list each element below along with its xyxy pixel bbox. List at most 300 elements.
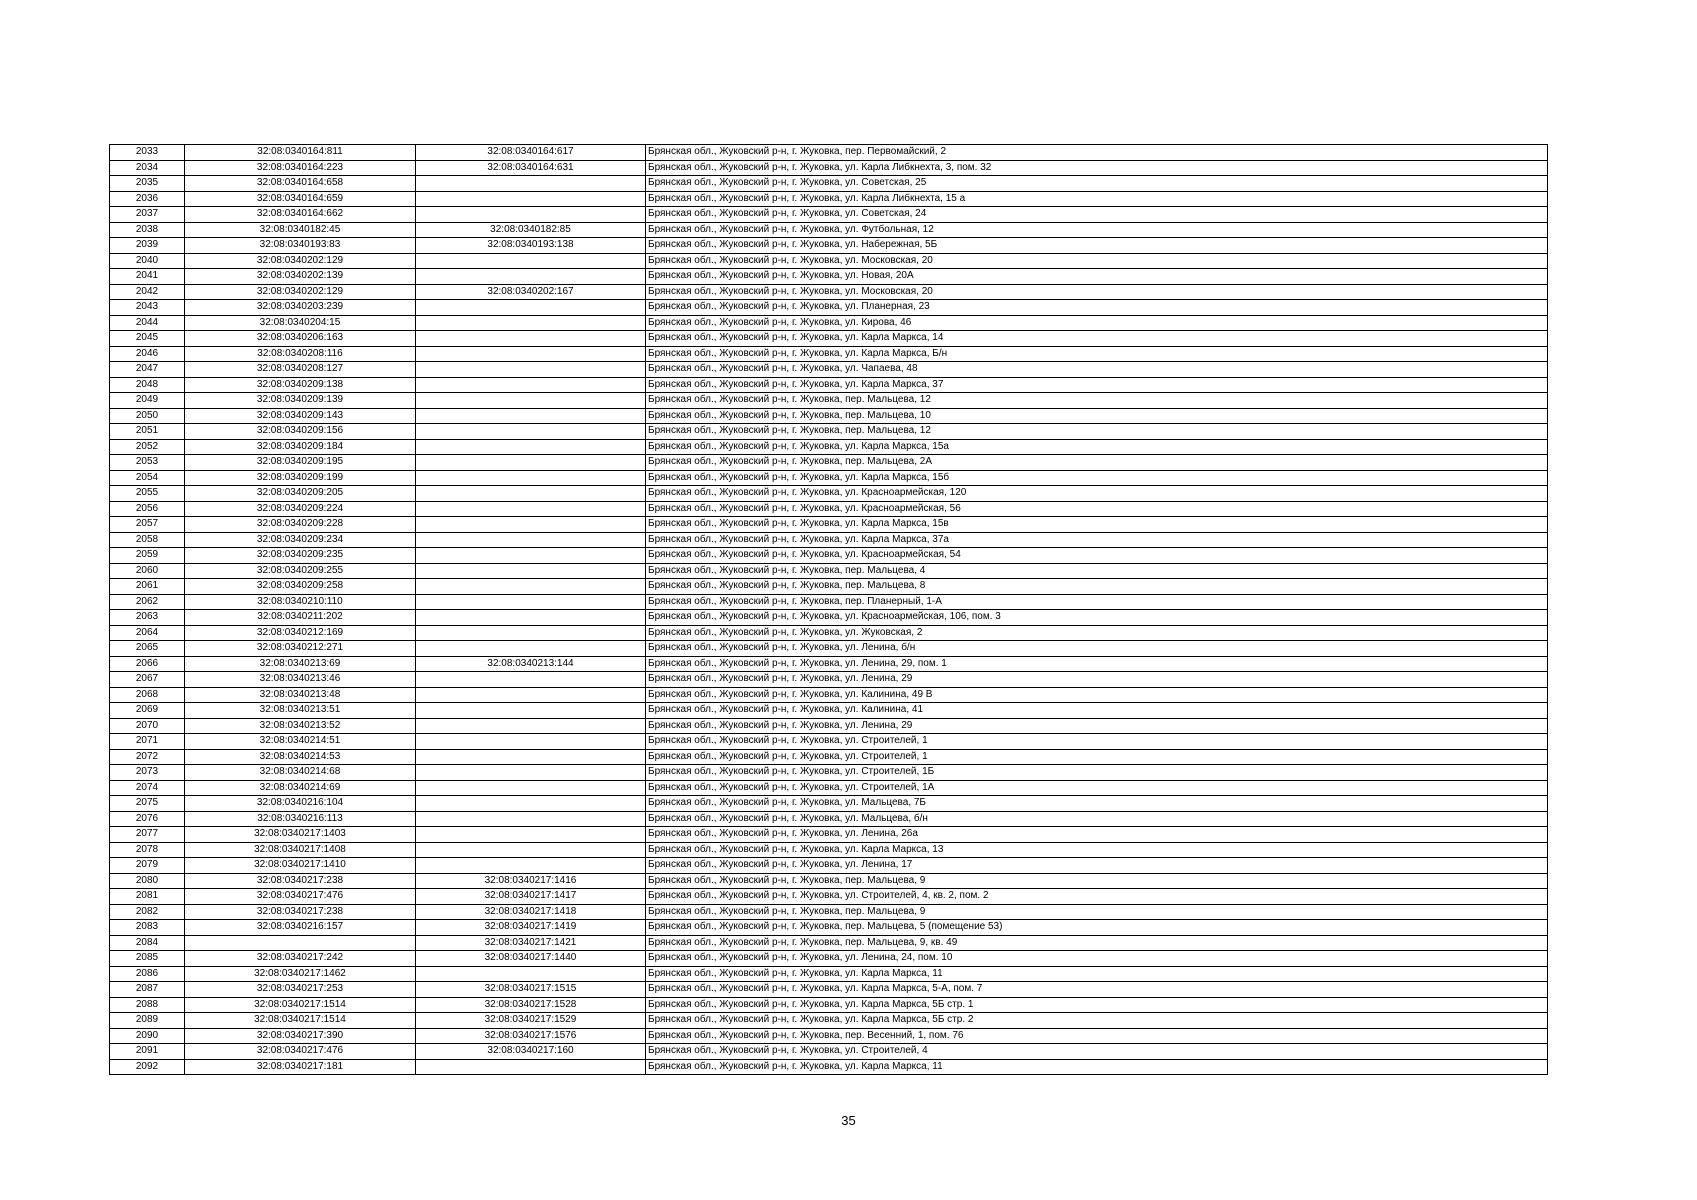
related-cadastral-number-cell: 32:08:0340217:1515 xyxy=(416,982,646,998)
cadastral-number-cell: 32:08:0340206:163 xyxy=(185,331,416,347)
table-row xyxy=(110,315,1548,331)
row-number-cell: 2035 xyxy=(110,176,185,192)
related-cadastral-number-cell xyxy=(416,842,646,858)
table-row xyxy=(110,1013,1548,1029)
address-cell: Брянская обл., Жуковский р-н, г. Жуковка, ул. Советская, 24 xyxy=(646,207,1548,223)
cadastral-number-cell: 32:08:0340212:271 xyxy=(185,641,416,657)
row-number-cell: 2085 xyxy=(110,951,185,967)
cadastral-number-cell: 32:08:0340213:52 xyxy=(185,718,416,734)
related-cadastral-number-cell xyxy=(416,362,646,378)
address-cell: Брянская обл., Жуковский р-н, г. Жуковка, ул. Калинина, 41 xyxy=(646,703,1548,719)
cadastral-number-cell: 32:08:0340208:127 xyxy=(185,362,416,378)
cadastral-number-cell: 32:08:0340164:223 xyxy=(185,160,416,176)
address-cell: Брянская обл., Жуковский р-н, г. Жуковка, ул. Ленина, 26а xyxy=(646,827,1548,843)
table-row xyxy=(110,269,1548,285)
address-cell: Брянская обл., Жуковский р-н, г. Жуковка, ул. Московская, 20 xyxy=(646,284,1548,300)
table-row xyxy=(110,455,1548,471)
row-number-cell: 2058 xyxy=(110,532,185,548)
row-number-cell: 2049 xyxy=(110,393,185,409)
cadastral-number-cell: 32:08:0340217:1514 xyxy=(185,997,416,1013)
cadastral-number-cell: 32:08:0340164:658 xyxy=(185,176,416,192)
cadastral-number-cell: 32:08:0340217:1403 xyxy=(185,827,416,843)
related-cadastral-number-cell: 32:08:0340217:1576 xyxy=(416,1028,646,1044)
table-row xyxy=(110,594,1548,610)
cadastral-number-cell: 32:08:0340209:258 xyxy=(185,579,416,595)
related-cadastral-number-cell: 32:08:0340164:631 xyxy=(416,160,646,176)
row-number-cell: 2052 xyxy=(110,439,185,455)
table-row xyxy=(110,439,1548,455)
address-cell: Брянская обл., Жуковский р-н, г. Жуковка, пер. Мальцева, 12 xyxy=(646,424,1548,440)
table-row xyxy=(110,610,1548,626)
related-cadastral-number-cell: 32:08:0340213:144 xyxy=(416,656,646,672)
related-cadastral-number-cell xyxy=(416,625,646,641)
row-number-cell: 2048 xyxy=(110,377,185,393)
address-cell: Брянская обл., Жуковский р-н, г. Жуковка, ул. Мальцева, б/н xyxy=(646,811,1548,827)
address-cell: Брянская обл., Жуковский р-н, г. Жуковка, ул. Карла Либкнехта, 15 а xyxy=(646,191,1548,207)
table-row xyxy=(110,625,1548,641)
address-cell: Брянская обл., Жуковский р-н, г. Жуковка, ул. Карла Маркса, 5-А, пом. 7 xyxy=(646,982,1548,998)
row-number-cell: 2040 xyxy=(110,253,185,269)
related-cadastral-number-cell xyxy=(416,966,646,982)
cadastral-number-cell: 32:08:0340217:1514 xyxy=(185,1013,416,1029)
cadastral-number-cell: 32:08:0340182:45 xyxy=(185,222,416,238)
table-body xyxy=(110,145,1548,1075)
row-number-cell: 2050 xyxy=(110,408,185,424)
cadastral-number-cell: 32:08:0340213:48 xyxy=(185,687,416,703)
row-number-cell: 2087 xyxy=(110,982,185,998)
row-number-cell: 2060 xyxy=(110,563,185,579)
cadastral-number-cell: 32:08:0340209:255 xyxy=(185,563,416,579)
related-cadastral-number-cell xyxy=(416,253,646,269)
address-cell: Брянская обл., Жуковский р-н, г. Жуковка, ул. Карла Маркса, 15а xyxy=(646,439,1548,455)
address-cell: Брянская обл., Жуковский р-н, г. Жуковка, ул. Планерная, 23 xyxy=(646,300,1548,316)
address-cell: Брянская обл., Жуковский р-н, г. Жуковка, пер. Мальцева, 8 xyxy=(646,579,1548,595)
related-cadastral-number-cell xyxy=(416,532,646,548)
row-number-cell: 2046 xyxy=(110,346,185,362)
row-number-cell: 2054 xyxy=(110,470,185,486)
related-cadastral-number-cell xyxy=(416,594,646,610)
cadastral-number-cell: 32:08:0340217:253 xyxy=(185,982,416,998)
row-number-cell: 2086 xyxy=(110,966,185,982)
row-number-cell: 2078 xyxy=(110,842,185,858)
cadastral-number-cell: 32:08:0340209:138 xyxy=(185,377,416,393)
table-row xyxy=(110,703,1548,719)
related-cadastral-number-cell xyxy=(416,408,646,424)
row-number-cell: 2047 xyxy=(110,362,185,378)
row-number-cell: 2055 xyxy=(110,486,185,502)
address-cell: Брянская обл., Жуковский р-н, г. Жуковка, пер. Мальцева, 12 xyxy=(646,393,1548,409)
table-row xyxy=(110,176,1548,192)
address-cell: Брянская обл., Жуковский р-н, г. Жуковка, пер. Мальцева, 9 xyxy=(646,873,1548,889)
cadastral-number-cell: 32:08:0340211:202 xyxy=(185,610,416,626)
row-number-cell: 2089 xyxy=(110,1013,185,1029)
cadastral-number-cell: 32:08:0340204:15 xyxy=(185,315,416,331)
related-cadastral-number-cell xyxy=(416,548,646,564)
address-cell: Брянская обл., Жуковский р-н, г. Жуковка, ул. Карла Маркса, 15в xyxy=(646,517,1548,533)
cadastral-number-cell: 32:08:0340217:476 xyxy=(185,1044,416,1060)
address-cell: Брянская обл., Жуковский р-н, г. Жуковка, ул. Карла Маркса, 11 xyxy=(646,1059,1548,1075)
address-cell: Брянская обл., Жуковский р-н, г. Жуковка, пер. Весенний, 1, пом. 76 xyxy=(646,1028,1548,1044)
address-cell: Брянская обл., Жуковский р-н, г. Жуковка, ул. Ленина, 17 xyxy=(646,858,1548,874)
row-number-cell: 2081 xyxy=(110,889,185,905)
address-cell: Брянская обл., Жуковский р-н, г. Жуковка, ул. Карла Маркса, 5Б стр. 1 xyxy=(646,997,1548,1013)
address-cell: Брянская обл., Жуковский р-н, г. Жуковка, ул. Карла Маркса, 11 xyxy=(646,966,1548,982)
related-cadastral-number-cell: 32:08:0340217:1528 xyxy=(416,997,646,1013)
table-row xyxy=(110,656,1548,672)
related-cadastral-number-cell xyxy=(416,563,646,579)
table-row xyxy=(110,362,1548,378)
row-number-cell: 2059 xyxy=(110,548,185,564)
row-number-cell: 2045 xyxy=(110,331,185,347)
table-row xyxy=(110,346,1548,362)
address-cell: Брянская обл., Жуковский р-н, г. Жуковка, ул. Чапаева, 48 xyxy=(646,362,1548,378)
row-number-cell: 2073 xyxy=(110,765,185,781)
cadastral-number-cell: 32:08:0340209:199 xyxy=(185,470,416,486)
table-row xyxy=(110,377,1548,393)
table-row xyxy=(110,1059,1548,1075)
row-number-cell: 2037 xyxy=(110,207,185,223)
address-cell: Брянская обл., Жуковский р-н, г. Жуковка, ул. Ленина, б/н xyxy=(646,641,1548,657)
related-cadastral-number-cell: 32:08:0340182:85 xyxy=(416,222,646,238)
address-cell: Брянская обл., Жуковский р-н, г. Жуковка, ул. Карла Маркса, Б/н xyxy=(646,346,1548,362)
table-row xyxy=(110,145,1548,161)
address-cell: Брянская обл., Жуковский р-н, г. Жуковка, пер. Мальцева, 9 xyxy=(646,904,1548,920)
table-row xyxy=(110,951,1548,967)
cadastral-number-cell: 32:08:0340217:242 xyxy=(185,951,416,967)
related-cadastral-number-cell xyxy=(416,377,646,393)
row-number-cell: 2067 xyxy=(110,672,185,688)
table-row xyxy=(110,393,1548,409)
cadastral-number-cell: 32:08:0340217:390 xyxy=(185,1028,416,1044)
table-row xyxy=(110,191,1548,207)
table-row xyxy=(110,904,1548,920)
cadastral-number-cell xyxy=(185,935,416,951)
table-row xyxy=(110,982,1548,998)
cadastral-number-cell: 32:08:0340214:68 xyxy=(185,765,416,781)
row-number-cell: 2071 xyxy=(110,734,185,750)
related-cadastral-number-cell: 32:08:0340217:1421 xyxy=(416,935,646,951)
address-cell: Брянская обл., Жуковский р-н, г. Жуковка, ул. Футбольная, 12 xyxy=(646,222,1548,238)
table-row xyxy=(110,1028,1548,1044)
address-cell: Брянская обл., Жуковский р-н, г. Жуковка, ул. Набережная, 5Б xyxy=(646,238,1548,254)
address-cell: Брянская обл., Жуковский р-н, г. Жуковка, ул. Карла Маркса, 37 xyxy=(646,377,1548,393)
address-cell: Брянская обл., Жуковский р-н, г. Жуковка, ул. Московская, 20 xyxy=(646,253,1548,269)
address-cell: Брянская обл., Жуковский р-н, г. Жуковка, пер. Мальцева, 9, кв. 49 xyxy=(646,935,1548,951)
row-number-cell: 2092 xyxy=(110,1059,185,1075)
cadastral-number-cell: 32:08:0340209:234 xyxy=(185,532,416,548)
address-cell: Брянская обл., Жуковский р-н, г. Жуковка, ул. Ленина, 29, пом. 1 xyxy=(646,656,1548,672)
row-number-cell: 2034 xyxy=(110,160,185,176)
related-cadastral-number-cell xyxy=(416,765,646,781)
row-number-cell: 2084 xyxy=(110,935,185,951)
related-cadastral-number-cell xyxy=(416,393,646,409)
cadastral-number-cell: 32:08:0340164:662 xyxy=(185,207,416,223)
related-cadastral-number-cell xyxy=(416,749,646,765)
row-number-cell: 2088 xyxy=(110,997,185,1013)
table-row xyxy=(110,160,1548,176)
row-number-cell: 2061 xyxy=(110,579,185,595)
table-row xyxy=(110,641,1548,657)
row-number-cell: 2091 xyxy=(110,1044,185,1060)
cadastral-number-cell: 32:08:0340164:659 xyxy=(185,191,416,207)
table-row xyxy=(110,811,1548,827)
cadastral-number-cell: 32:08:0340217:476 xyxy=(185,889,416,905)
cadastral-number-cell: 32:08:0340217:238 xyxy=(185,873,416,889)
row-number-cell: 2082 xyxy=(110,904,185,920)
row-number-cell: 2044 xyxy=(110,315,185,331)
table-row xyxy=(110,672,1548,688)
address-cell: Брянская обл., Жуковский р-н, г. Жуковка, ул. Ленина, 24, пом. 10 xyxy=(646,951,1548,967)
cadastral-number-cell: 32:08:0340209:143 xyxy=(185,408,416,424)
cadastral-number-cell: 32:08:0340217:238 xyxy=(185,904,416,920)
address-cell: Брянская обл., Жуковский р-н, г. Жуковка, ул. Строителей, 4 xyxy=(646,1044,1548,1060)
related-cadastral-number-cell xyxy=(416,858,646,874)
related-cadastral-number-cell: 32:08:0340193:138 xyxy=(416,238,646,254)
cadastral-number-cell: 32:08:0340209:139 xyxy=(185,393,416,409)
address-cell: Брянская обл., Жуковский р-н, г. Жуковка, пер. Первомайский, 2 xyxy=(646,145,1548,161)
cadastral-number-cell: 32:08:0340213:51 xyxy=(185,703,416,719)
address-cell: Брянская обл., Жуковский р-н, г. Жуковка, ул. Красноармейская, 120 xyxy=(646,486,1548,502)
related-cadastral-number-cell xyxy=(416,439,646,455)
table-row xyxy=(110,858,1548,874)
address-cell: Брянская обл., Жуковский р-н, г. Жуковка, ул. Строителей, 1А xyxy=(646,780,1548,796)
row-number-cell: 2056 xyxy=(110,501,185,517)
address-cell: Брянская обл., Жуковский р-н, г. Жуковка, ул. Красноармейская, 56 xyxy=(646,501,1548,517)
row-number-cell: 2038 xyxy=(110,222,185,238)
address-cell: Брянская обл., Жуковский р-н, г. Жуковка, ул. Карла Маркса, 13 xyxy=(646,842,1548,858)
table-row xyxy=(110,842,1548,858)
related-cadastral-number-cell xyxy=(416,827,646,843)
table-row xyxy=(110,517,1548,533)
related-cadastral-number-cell xyxy=(416,517,646,533)
cadastral-number-cell: 32:08:0340209:205 xyxy=(185,486,416,502)
table-row xyxy=(110,734,1548,750)
table-row xyxy=(110,548,1548,564)
table-row xyxy=(110,563,1548,579)
table-row xyxy=(110,253,1548,269)
cadastral-number-cell: 32:08:0340209:184 xyxy=(185,439,416,455)
related-cadastral-number-cell: 32:08:0340217:1418 xyxy=(416,904,646,920)
row-number-cell: 2075 xyxy=(110,796,185,812)
related-cadastral-number-cell xyxy=(416,315,646,331)
cadastral-number-cell: 32:08:0340209:195 xyxy=(185,455,416,471)
row-number-cell: 2042 xyxy=(110,284,185,300)
address-cell: Брянская обл., Жуковский р-н, г. Жуковка, пер. Мальцева, 5 (помещение 53) xyxy=(646,920,1548,936)
row-number-cell: 2077 xyxy=(110,827,185,843)
address-cell: Брянская обл., Жуковский р-н, г. Жуковка, ул. Строителей, 4, кв. 2, пом. 2 xyxy=(646,889,1548,905)
related-cadastral-number-cell xyxy=(416,780,646,796)
address-cell: Брянская обл., Жуковский р-н, г. Жуковка, ул. Карла Маркса, 15б xyxy=(646,470,1548,486)
table-row xyxy=(110,222,1548,238)
row-number-cell: 2043 xyxy=(110,300,185,316)
row-number-cell: 2057 xyxy=(110,517,185,533)
related-cadastral-number-cell xyxy=(416,734,646,750)
table-row xyxy=(110,1044,1548,1060)
address-cell: Брянская обл., Жуковский р-н, г. Жуковка, ул. Ленина, 29 xyxy=(646,718,1548,734)
cadastral-number-cell: 32:08:0340193:83 xyxy=(185,238,416,254)
table-row xyxy=(110,873,1548,889)
property-table xyxy=(109,144,1548,1075)
cadastral-number-cell: 32:08:0340202:129 xyxy=(185,253,416,269)
cadastral-number-cell: 32:08:0340164:811 xyxy=(185,145,416,161)
address-cell: Брянская обл., Жуковский р-н, г. Жуковка, ул. Красноармейская, 54 xyxy=(646,548,1548,564)
related-cadastral-number-cell: 32:08:0340217:1529 xyxy=(416,1013,646,1029)
cadastral-number-cell: 32:08:0340214:69 xyxy=(185,780,416,796)
related-cadastral-number-cell xyxy=(416,641,646,657)
cadastral-number-cell: 32:08:0340202:129 xyxy=(185,284,416,300)
address-cell: Брянская обл., Жуковский р-н, г. Жуковка, ул. Строителей, 1 xyxy=(646,749,1548,765)
related-cadastral-number-cell: 32:08:0340217:1417 xyxy=(416,889,646,905)
table-row xyxy=(110,889,1548,905)
cadastral-number-cell: 32:08:0340217:1410 xyxy=(185,858,416,874)
cadastral-number-cell: 32:08:0340217:1462 xyxy=(185,966,416,982)
cadastral-number-cell: 32:08:0340213:69 xyxy=(185,656,416,672)
table-row xyxy=(110,501,1548,517)
related-cadastral-number-cell xyxy=(416,486,646,502)
row-number-cell: 2076 xyxy=(110,811,185,827)
related-cadastral-number-cell xyxy=(416,424,646,440)
cadastral-number-cell: 32:08:0340203:239 xyxy=(185,300,416,316)
cadastral-number-cell: 32:08:0340216:157 xyxy=(185,920,416,936)
table-row xyxy=(110,532,1548,548)
related-cadastral-number-cell xyxy=(416,718,646,734)
cadastral-number-cell: 32:08:0340209:235 xyxy=(185,548,416,564)
related-cadastral-number-cell xyxy=(416,610,646,626)
table-row xyxy=(110,424,1548,440)
address-cell: Брянская обл., Жуковский р-н, г. Жуковка, ул. Карла Маркса, 14 xyxy=(646,331,1548,347)
table-row xyxy=(110,687,1548,703)
table-row xyxy=(110,796,1548,812)
table-row xyxy=(110,238,1548,254)
table-row xyxy=(110,997,1548,1013)
table-row xyxy=(110,207,1548,223)
cadastral-number-cell: 32:08:0340202:139 xyxy=(185,269,416,285)
related-cadastral-number-cell xyxy=(416,455,646,471)
related-cadastral-number-cell: 32:08:0340217:1416 xyxy=(416,873,646,889)
related-cadastral-number-cell xyxy=(416,300,646,316)
related-cadastral-number-cell xyxy=(416,1059,646,1075)
row-number-cell: 2063 xyxy=(110,610,185,626)
row-number-cell: 2070 xyxy=(110,718,185,734)
cadastral-number-cell: 32:08:0340212:169 xyxy=(185,625,416,641)
row-number-cell: 2074 xyxy=(110,780,185,796)
related-cadastral-number-cell xyxy=(416,176,646,192)
row-number-cell: 2062 xyxy=(110,594,185,610)
row-number-cell: 2041 xyxy=(110,269,185,285)
related-cadastral-number-cell xyxy=(416,796,646,812)
row-number-cell: 2068 xyxy=(110,687,185,703)
row-number-cell: 2080 xyxy=(110,873,185,889)
related-cadastral-number-cell xyxy=(416,331,646,347)
row-number-cell: 2066 xyxy=(110,656,185,672)
related-cadastral-number-cell xyxy=(416,501,646,517)
address-cell: Брянская обл., Жуковский р-н, г. Жуковка, ул. Ленина, 29 xyxy=(646,672,1548,688)
table-row xyxy=(110,827,1548,843)
row-number-cell: 2039 xyxy=(110,238,185,254)
table-row xyxy=(110,284,1548,300)
address-cell: Брянская обл., Жуковский р-н, г. Жуковка, пер. Мальцева, 4 xyxy=(646,563,1548,579)
address-cell: Брянская обл., Жуковский р-н, г. Жуковка, ул. Новая, 20А xyxy=(646,269,1548,285)
related-cadastral-number-cell: 32:08:0340217:160 xyxy=(416,1044,646,1060)
cadastral-number-cell: 32:08:0340210:110 xyxy=(185,594,416,610)
cadastral-number-cell: 32:08:0340217:1408 xyxy=(185,842,416,858)
cadastral-number-cell: 32:08:0340209:224 xyxy=(185,501,416,517)
address-cell: Брянская обл., Жуковский р-н, г. Жуковка, пер. Мальцева, 10 xyxy=(646,408,1548,424)
address-cell: Брянская обл., Жуковский р-н, г. Жуковка, пер. Планерный, 1-А xyxy=(646,594,1548,610)
address-cell: Брянская обл., Жуковский р-н, г. Жуковка, пер. Мальцева, 2А xyxy=(646,455,1548,471)
address-cell: Брянская обл., Жуковский р-н, г. Жуковка, ул. Карла Маркса, 5Б стр. 2 xyxy=(646,1013,1548,1029)
row-number-cell: 2069 xyxy=(110,703,185,719)
cadastral-number-cell: 32:08:0340217:181 xyxy=(185,1059,416,1075)
cadastral-number-cell: 32:08:0340214:51 xyxy=(185,734,416,750)
table-row xyxy=(110,486,1548,502)
address-cell: Брянская обл., Жуковский р-н, г. Жуковка, ул. Жуковская, 2 xyxy=(646,625,1548,641)
row-number-cell: 2064 xyxy=(110,625,185,641)
related-cadastral-number-cell: 32:08:0340217:1419 xyxy=(416,920,646,936)
table-row xyxy=(110,966,1548,982)
related-cadastral-number-cell xyxy=(416,672,646,688)
related-cadastral-number-cell xyxy=(416,811,646,827)
related-cadastral-number-cell: 32:08:0340217:1440 xyxy=(416,951,646,967)
related-cadastral-number-cell xyxy=(416,687,646,703)
cadastral-number-cell: 32:08:0340216:104 xyxy=(185,796,416,812)
table-row xyxy=(110,579,1548,595)
related-cadastral-number-cell xyxy=(416,191,646,207)
row-number-cell: 2083 xyxy=(110,920,185,936)
address-cell: Брянская обл., Жуковский р-н, г. Жуковка, ул. Карла Либкнехта, 3, пом. 32 xyxy=(646,160,1548,176)
row-number-cell: 2079 xyxy=(110,858,185,874)
table-row xyxy=(110,718,1548,734)
table-row xyxy=(110,780,1548,796)
table-row xyxy=(110,765,1548,781)
address-cell: Брянская обл., Жуковский р-н, г. Жуковка, ул. Карла Маркса, 37а xyxy=(646,532,1548,548)
row-number-cell: 2090 xyxy=(110,1028,185,1044)
cadastral-number-cell: 32:08:0340209:156 xyxy=(185,424,416,440)
related-cadastral-number-cell xyxy=(416,470,646,486)
table-row xyxy=(110,920,1548,936)
cadastral-number-cell: 32:08:0340209:228 xyxy=(185,517,416,533)
address-cell: Брянская обл., Жуковский р-н, г. Жуковка, ул. Советская, 25 xyxy=(646,176,1548,192)
row-number-cell: 2053 xyxy=(110,455,185,471)
table-row xyxy=(110,300,1548,316)
related-cadastral-number-cell xyxy=(416,346,646,362)
cadastral-number-cell: 32:08:0340213:46 xyxy=(185,672,416,688)
row-number-cell: 2065 xyxy=(110,641,185,657)
row-number-cell: 2051 xyxy=(110,424,185,440)
table-row xyxy=(110,935,1548,951)
address-cell: Брянская обл., Жуковский р-н, г. Жуковка, ул. Калинина, 49 В xyxy=(646,687,1548,703)
related-cadastral-number-cell xyxy=(416,207,646,223)
address-cell: Брянская обл., Жуковский р-н, г. Жуковка, ул. Кирова, 46 xyxy=(646,315,1548,331)
cadastral-number-cell: 32:08:0340208:116 xyxy=(185,346,416,362)
address-cell: Брянская обл., Жуковский р-н, г. Жуковка, ул. Мальцева, 7Б xyxy=(646,796,1548,812)
table-row xyxy=(110,408,1548,424)
related-cadastral-number-cell xyxy=(416,703,646,719)
table-row xyxy=(110,470,1548,486)
address-cell: Брянская обл., Жуковский р-н, г. Жуковка, ул. Строителей, 1 xyxy=(646,734,1548,750)
cadastral-number-cell: 32:08:0340216:113 xyxy=(185,811,416,827)
related-cadastral-number-cell: 32:08:0340202:167 xyxy=(416,284,646,300)
row-number-cell: 2033 xyxy=(110,145,185,161)
page-number: 35 xyxy=(841,1113,856,1128)
row-number-cell: 2036 xyxy=(110,191,185,207)
related-cadastral-number-cell xyxy=(416,579,646,595)
related-cadastral-number-cell: 32:08:0340164:617 xyxy=(416,145,646,161)
related-cadastral-number-cell xyxy=(416,269,646,285)
address-cell: Брянская обл., Жуковский р-н, г. Жуковка, ул. Строителей, 1Б xyxy=(646,765,1548,781)
table-row xyxy=(110,331,1548,347)
table-row xyxy=(110,749,1548,765)
